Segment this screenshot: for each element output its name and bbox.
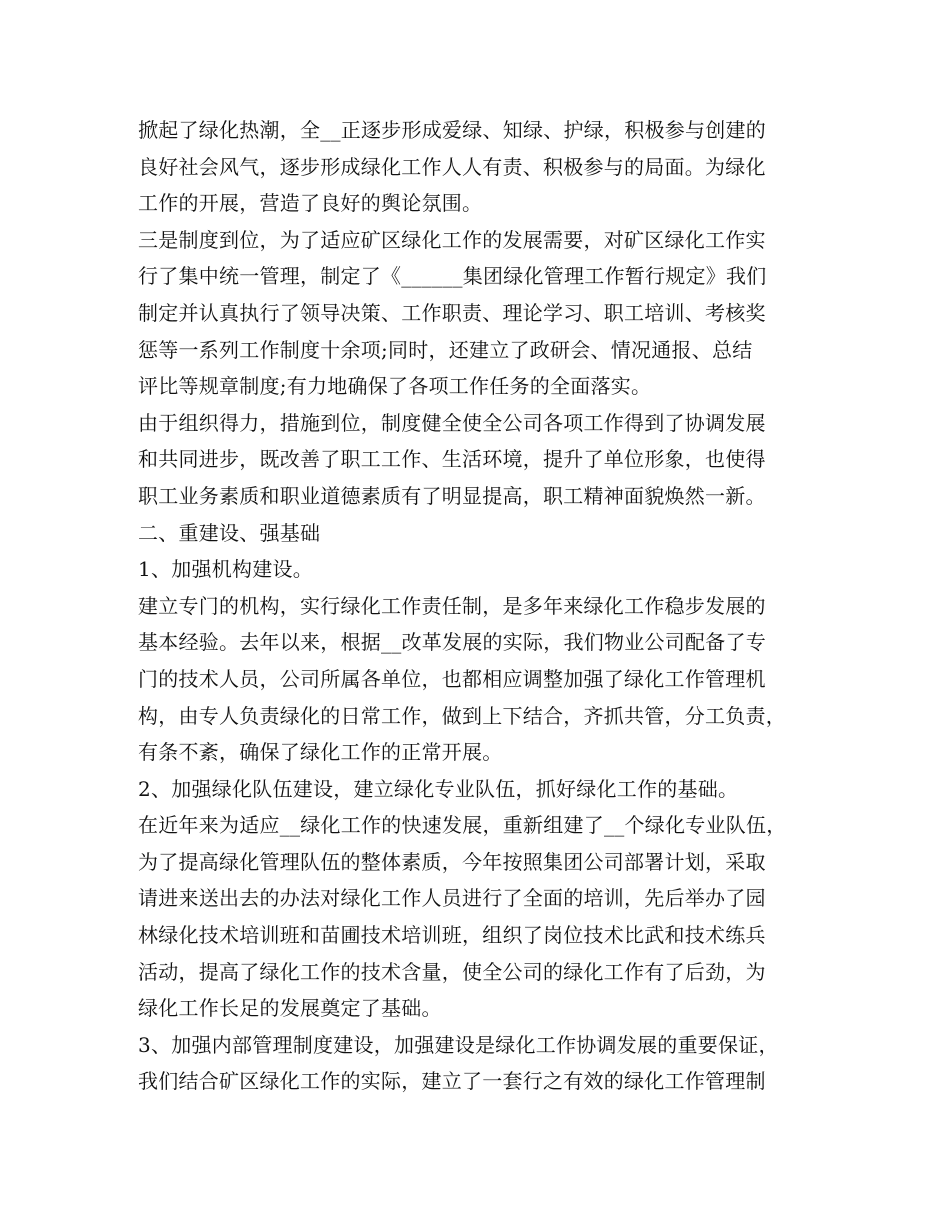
subsection-heading: 1、加强机构建设。 xyxy=(138,557,313,582)
text-line: 建立专门的机构，实行绿化工作责任制，是多年来绿化工作稳步发展的 xyxy=(138,593,766,618)
subsection-heading: 2、加强绿化队伍建设，建立绿化专业队伍，抓好绿化工作的基础。 xyxy=(138,776,739,801)
text-line: 三是制度到位，为了适应矿区绿化工作的发展需要，对矿区绿化工作实 xyxy=(138,227,766,252)
text-line: 基本经验。去年以来，根据__改革发展的实际，我们物业公司配备了专 xyxy=(138,630,766,655)
text-line: 良好社会风气，逐步形成绿化工作人人有责、积极参与的局面。为绿化 xyxy=(138,154,766,179)
text-line: 为了提高绿化管理队伍的整体素质，今年按照集团公司部署计划，采取 xyxy=(138,849,766,874)
text-line: 构，由专人负责绿化的日常工作，做到上下结合，齐抓共管，分工负责， xyxy=(138,703,786,728)
text-line: 门的技术人员，公司所属各单位，也都相应调整加强了绿化工作管理机 xyxy=(138,666,766,691)
text-line: 惩等一系列工作制度十余项;同时，还建立了政研会、情况通报、总结 xyxy=(138,337,753,362)
text-line: 工作的开展，营造了良好的舆论氛围。 xyxy=(138,191,483,216)
text-line: 职工业务素质和职业道德素质有了明显提高，职工精神面貌焕然一新。 xyxy=(138,483,766,508)
text-line: 我们结合矿区绿化工作的实际，建立了一套行之有效的绿化工作管理制 xyxy=(138,1069,766,1094)
text-line: 评比等规章制度;有力地确保了各项工作任务的全面落实。 xyxy=(138,374,652,399)
body-text xyxy=(138,112,818,1100)
text-line: 制定并认真执行了领导决策、工作职责、理论学习、职工培训、考核奖 xyxy=(138,300,766,325)
text-line: 在近年来为适应__绿化工作的快速发展，重新组建了__个绿化专业队伍， xyxy=(138,813,787,838)
subsection-heading: 3、加强内部管理制度建设，加强建设是绿化工作协调发展的重要保证， xyxy=(138,1032,779,1057)
text-line: 行了集中统一管理，制定了《______集团绿化管理工作暂行规定》我们 xyxy=(138,264,767,289)
text-line: 有条不紊，确保了绿化工作的正常开展。 xyxy=(138,740,503,765)
text-line: 由于组织得力，措施到位，制度健全使全公司各项工作得到了协调发展 xyxy=(138,410,766,435)
text-line: 掀起了绿化热潮，全__正逐步形成爱绿、知绿、护绿，积极参与创建的 xyxy=(138,118,766,142)
section-heading: 二、重建设、强基础 xyxy=(138,520,321,545)
text-line: 活动，提高了绿化工作的技术含量，使全公司的绿化工作有了后劲，为 xyxy=(138,959,766,984)
text-line: 绿化工作长足的发展奠定了基础。 xyxy=(138,996,442,1021)
text-line: 请进来送出去的办法对绿化工作人员进行了全面的培训，先后举办了园 xyxy=(138,886,766,911)
text-line: 林绿化技术培训班和苗圃技术培训班，组织了岗位技术比武和技术练兵 xyxy=(138,923,766,948)
text-line: 和共同进步，既改善了职工工作、生活环境，提升了单位形象，也使得 xyxy=(138,447,766,472)
